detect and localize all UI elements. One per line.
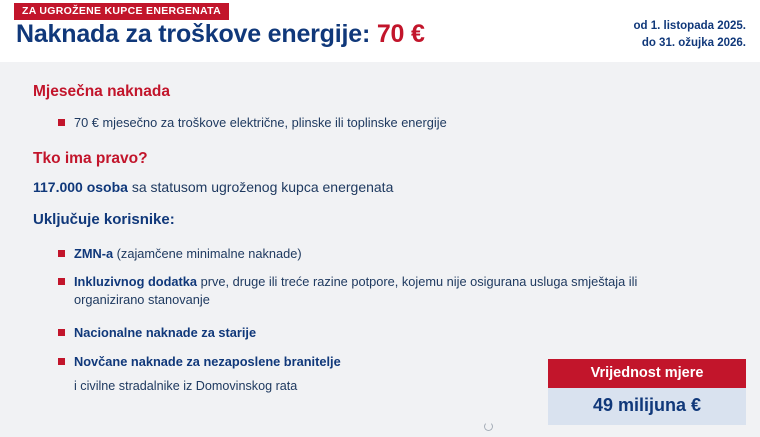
rights-line [33, 179, 393, 195]
list-item [58, 114, 718, 132]
rights-rest: sa statusom ugroženog kupca energenata [127, 179, 394, 195]
includes-title: Uključuje korisnike: [33, 211, 175, 228]
rights-count: 117.000 osoba [33, 179, 128, 195]
bullet-2-strong: Inkluzivnog dodatka [74, 274, 198, 289]
list-item [58, 324, 698, 342]
date-from: od 1. listopada 2025. [633, 20, 746, 32]
bullet-3 [74, 324, 256, 342]
bullet-4 [74, 353, 341, 371]
cursor-artifact [484, 422, 493, 431]
bullet-1-rest: (zajamčene minimalne naknade) [113, 246, 302, 261]
bullet-4-subnote: i civilne stradalnike iz Domovinskog rata [74, 379, 298, 393]
monthly-bullet-text: 70 € mjesečno za troškove električne, plinske ili toplinske energije [74, 115, 447, 130]
section-title-rights: Tko ima pravo? [33, 150, 148, 167]
bullet-1 [74, 245, 302, 263]
value-box-amount: 49 milijuna € [548, 388, 746, 425]
list-item [58, 245, 698, 263]
headline-amount: 70 € [376, 20, 425, 48]
eyebrow-badge: ZA UGROŽENE KUPCE ENERGENATA [14, 3, 229, 20]
slide-body [0, 62, 760, 437]
square-bullet-icon [58, 358, 65, 365]
bullet-3-strong: Nacionalne naknade za starije [74, 325, 257, 340]
bullet-4-strong: Novčane naknade za nezaposlene braniteljе [74, 354, 341, 369]
headline-text: Naknada za troškove energije: [16, 20, 371, 48]
bullet-2 [74, 273, 698, 309]
bullet-1-strong: ZMN-a [74, 246, 114, 261]
section-title-monthly: Mjesečna naknada [33, 83, 170, 100]
slide-header [0, 0, 760, 62]
date-to: do 31. ožujka 2026. [641, 36, 746, 49]
square-bullet-icon [58, 119, 65, 126]
date-range [634, 18, 746, 51]
bullet-2-rest: prve, druge ili treće razine potpore, kojemu nije osigurana usluga smještaja ili organizirano stanovanje [74, 274, 638, 308]
square-bullet-icon [58, 278, 65, 285]
square-bullet-icon [58, 250, 65, 257]
square-bullet-icon [58, 329, 65, 336]
value-box [548, 359, 746, 425]
page-title [16, 20, 425, 49]
list-item [58, 273, 698, 309]
value-box-title: Vrijednost mjere [548, 359, 746, 388]
